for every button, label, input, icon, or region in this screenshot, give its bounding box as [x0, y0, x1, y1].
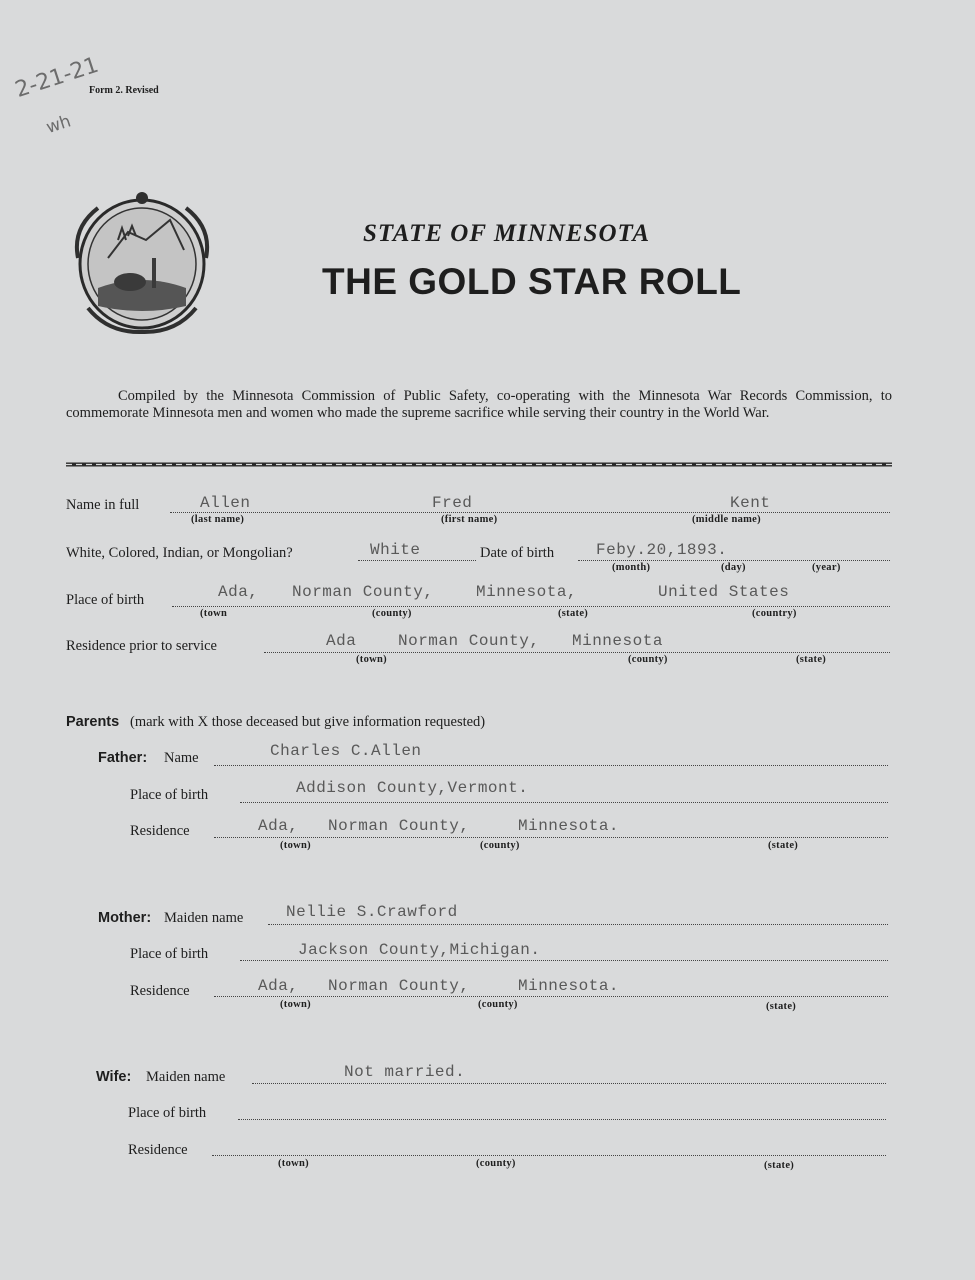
mother-name-line: [268, 924, 888, 925]
residence-state-value: Minnesota: [572, 632, 663, 650]
caption-mother-state: (state): [766, 1001, 797, 1012]
ornamental-divider: [66, 461, 892, 468]
wife-residence-line: [212, 1155, 886, 1156]
birth-town-value: Ada,: [218, 583, 259, 601]
mother-heading: Mother:: [98, 910, 152, 926]
name-label: Name in full: [66, 497, 140, 513]
caption-residence-town: (town): [356, 654, 387, 665]
dob-value: Feby.20,1893.: [596, 541, 728, 559]
caption-birth-country: (country): [752, 608, 797, 619]
mother-birth-label: Place of birth: [130, 946, 209, 962]
father-name-label: Name: [164, 750, 199, 766]
caption-birth-state: (state): [558, 608, 589, 619]
father-res-town-value: Ada,: [258, 817, 299, 835]
caption-last-name: (last name): [191, 514, 245, 525]
caption-father-town: (town): [280, 840, 311, 851]
caption-first-name: (first name): [441, 514, 498, 525]
father-res-county-value: Norman County,: [328, 817, 470, 835]
father-birth-value: Addison County,Vermont.: [296, 779, 529, 797]
handwritten-note: 2-21-21: [12, 52, 102, 103]
caption-mother-county: (county): [478, 999, 518, 1010]
form-title: THE GOLD STAR ROLL: [322, 261, 742, 302]
mother-name-value: Nellie S.Crawford: [286, 903, 458, 921]
caption-mother-town: (town): [280, 999, 311, 1010]
race-line: [358, 560, 476, 561]
form-number: Form 2. Revised: [89, 85, 159, 96]
wife-birth-label: Place of birth: [128, 1105, 207, 1121]
father-residence-line: [214, 837, 888, 838]
first-name-value: Fred: [432, 494, 473, 512]
race-label: White, Colored, Indian, or Mongolian?: [66, 545, 293, 561]
caption-birth-town: (town: [200, 608, 228, 619]
residence-town-value: Ada: [326, 632, 357, 650]
father-name-line: [214, 765, 888, 766]
caption-wife-town: (town): [278, 1158, 309, 1169]
caption-day: (day): [721, 562, 746, 573]
name-line: [170, 512, 890, 513]
wife-heading: Wife:: [96, 1069, 132, 1085]
wife-name-label: Maiden name: [146, 1069, 226, 1085]
middle-name-value: Kent: [730, 494, 771, 512]
caption-wife-state: (state): [764, 1160, 795, 1171]
mother-birth-line: [240, 960, 888, 961]
caption-year: (year): [812, 562, 841, 573]
caption-middle-name: (middle name): [692, 514, 761, 525]
parents-note: (mark with X those deceased but give information requested): [130, 714, 486, 730]
parents-heading: Parents: [66, 714, 120, 730]
wife-residence-label: Residence: [128, 1142, 188, 1158]
wife-name-line: [252, 1083, 886, 1084]
dob-line: [578, 560, 890, 561]
father-res-state-value: Minnesota.: [518, 817, 620, 835]
birthplace-label: Place of birth: [66, 592, 145, 608]
caption-residence-state: (state): [796, 654, 827, 665]
intro-paragraph: Compiled by the Minnesota Commission of Public Safety, co-operating with the Minnesota War Records Commission, to commemorate Minnesota men and women who made the supreme sacrifice while serving their country in the World War.: [66, 388, 892, 421]
father-birth-line: [240, 802, 888, 803]
wife-name-value: Not married.: [344, 1063, 466, 1081]
residence-county-value: Norman County,: [398, 632, 540, 650]
handwritten-initials: wh: [43, 111, 74, 138]
caption-father-county: (county): [480, 840, 520, 851]
mother-residence-label: Residence: [130, 983, 190, 999]
birth-state-value: Minnesota,: [476, 583, 578, 601]
birthplace-line: [172, 606, 890, 607]
birth-county-value: Norman County,: [292, 583, 434, 601]
last-name-value: Allen: [200, 494, 251, 512]
father-name-value: Charles C.Allen: [270, 742, 422, 760]
wife-birth-line: [238, 1119, 886, 1120]
mother-residence-line: [214, 996, 888, 997]
residence-line: [264, 652, 890, 653]
father-birth-label: Place of birth: [130, 787, 209, 803]
mother-res-state-value: Minnesota.: [518, 977, 620, 995]
birth-country-value: United States: [658, 583, 790, 601]
caption-wife-county: (county): [476, 1158, 516, 1169]
father-residence-label: Residence: [130, 823, 190, 839]
mother-res-town-value: Ada,: [258, 977, 299, 995]
race-value: White: [370, 541, 421, 559]
mother-name-label: Maiden name: [164, 910, 244, 926]
caption-month: (month): [612, 562, 651, 573]
residence-label: Residence prior to service: [66, 638, 217, 654]
caption-father-state: (state): [768, 840, 799, 851]
caption-residence-county: (county): [628, 654, 668, 665]
mother-res-county-value: Norman County,: [328, 977, 470, 995]
father-heading: Father:: [98, 750, 148, 766]
state-title: STATE OF MINNESOTA: [363, 220, 651, 247]
caption-birth-county: (county): [372, 608, 412, 619]
minnesota-seal-icon: [68, 188, 216, 336]
mother-birth-value: Jackson County,Michigan.: [298, 941, 541, 959]
dob-label: Date of birth: [480, 545, 555, 561]
